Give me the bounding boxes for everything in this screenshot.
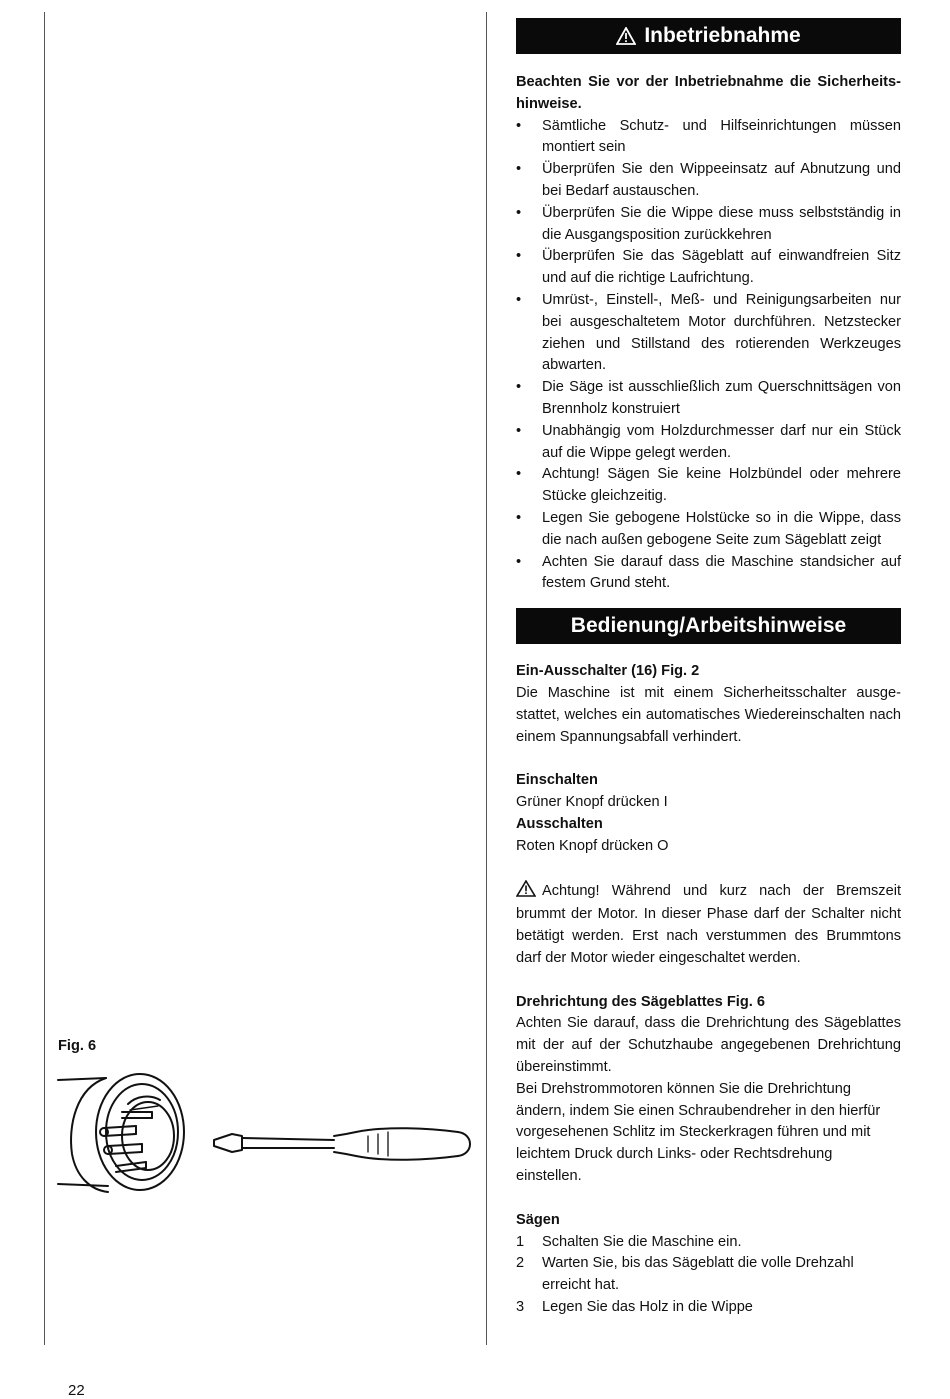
section-title: Bedienung/Arbeitshinweise [570,614,847,638]
list-item: • Überprüfen Sie die Wippe diese muss selbstständig in die Ausgangsposition zurückkehren [516,204,901,243]
switch-text: Die Maschine ist mit einem Sicherheitsschalter ausgestattet, welches ein automatisches Wiedereinschalten nach einem Spannungsabfall verhindert. [516,684,901,745]
list-item: • Umrüst-, Einstell-, Meß- und Reinigungsarbeiten nur bei ausgeschaltetem Motor durchführen. Netzstecker ziehen und Stillstand des rotierenden Werkzeuges abwarten. [516,291,901,374]
warning-icon [516,880,536,905]
off-heading: Ausschalten [516,815,603,832]
list-item: • Die Säge ist ausschließlich zum Querschnittsägen von Brennholz konstruiert [516,379,901,417]
warning-paragraph: Achtung! Während und kurz nach der Bremszeit brummt der Motor. In dieser Phase darf der Schalter nicht betätigt werden. Erst nach verstummen des Brummtons darf der Motor wieder eingeschaltet werden. [516,880,901,970]
list-item: 3 Legen Sie das Holz in die Wippe [516,1299,753,1316]
intro-text: Beachten Sie vor der Inbetriebnahme die Sicherheitshinweise. [516,74,901,112]
safety-checklist [516,116,901,596]
list-item: • Überprüfen Sie den Wippeeinsatz auf Abnutzung und bei Bedarf austauschen. [516,161,901,199]
switch-heading: Ein-Ausschalter (16) Fig. 2 [516,663,700,680]
rotation-heading: Drehrichtung des Sägeblattes Fig. 6 [516,993,765,1010]
warning-icon [616,21,636,57]
on-text: Grüner Knopf drücken I [516,794,668,811]
list-item: • Überprüfen Sie das Sägeblatt auf einwandfreien Sitz und auf die richtige Laufrichtung. [516,248,901,287]
on-heading: Einschalten [516,772,598,789]
rotation-text: Bei Drehstrommotoren können Sie die Drehrichtung ändern, indem Sie einen Schraubendreher in den hierfür vorgesehenen Schlitz im Steckerkragen führen und mit leichtem Druck durch Links- oder Rechtsdrehung einstellen. [516,1080,881,1185]
plug-and-screwdriver-illustration [56,1066,476,1207]
section-banner-inbetriebnahme [516,18,901,54]
section-title: Inbetriebnahme [644,24,801,47]
list-item: • Achtung! Sägen Sie keine Holzbündel oder mehrere Stücke gleichzeitig. [516,466,901,505]
list-item: • Sämtliche Schutz- und Hilfseinrichtungen müssen montiert sein [516,117,901,156]
list-item: 1 Schalten Sie die Maschine ein. [516,1233,742,1250]
list-item: • Unabhängig vom Holzdurchmesser darf nur ein Stück auf die Wippe gelegt werden. [516,422,901,461]
off-text: Roten Knopf drücken O [516,837,669,854]
figure-label: Fig. 6 [58,1038,97,1054]
section-banner-bedienung [516,608,901,644]
rotation-text: Achten Sie darauf, dass die Drehrichtung des Sägeblattes mit der auf der Schutzhaube angegebenen Drehrichtung übereinstimmt. [516,1015,901,1076]
list-item: • Achten Sie darauf dass die Maschine standsicher auf festem Grund steht. [516,553,901,592]
saw-steps [516,1232,901,1319]
page-number: 22 [68,1382,85,1399]
list-item: • Legen Sie gebogene Holstücke so in die Wippe, dass die nach außen gebogene Seite zum Sägeblatt zeigt [516,509,901,548]
right-column [516,18,901,1319]
left-margin-line [44,12,45,1345]
saw-heading: Sägen [516,1211,560,1228]
column-divider-line [486,12,487,1345]
list-item: 2 Warten Sie, bis das Sägeblatt die volle Drehzahl erreicht hat. [516,1255,854,1294]
